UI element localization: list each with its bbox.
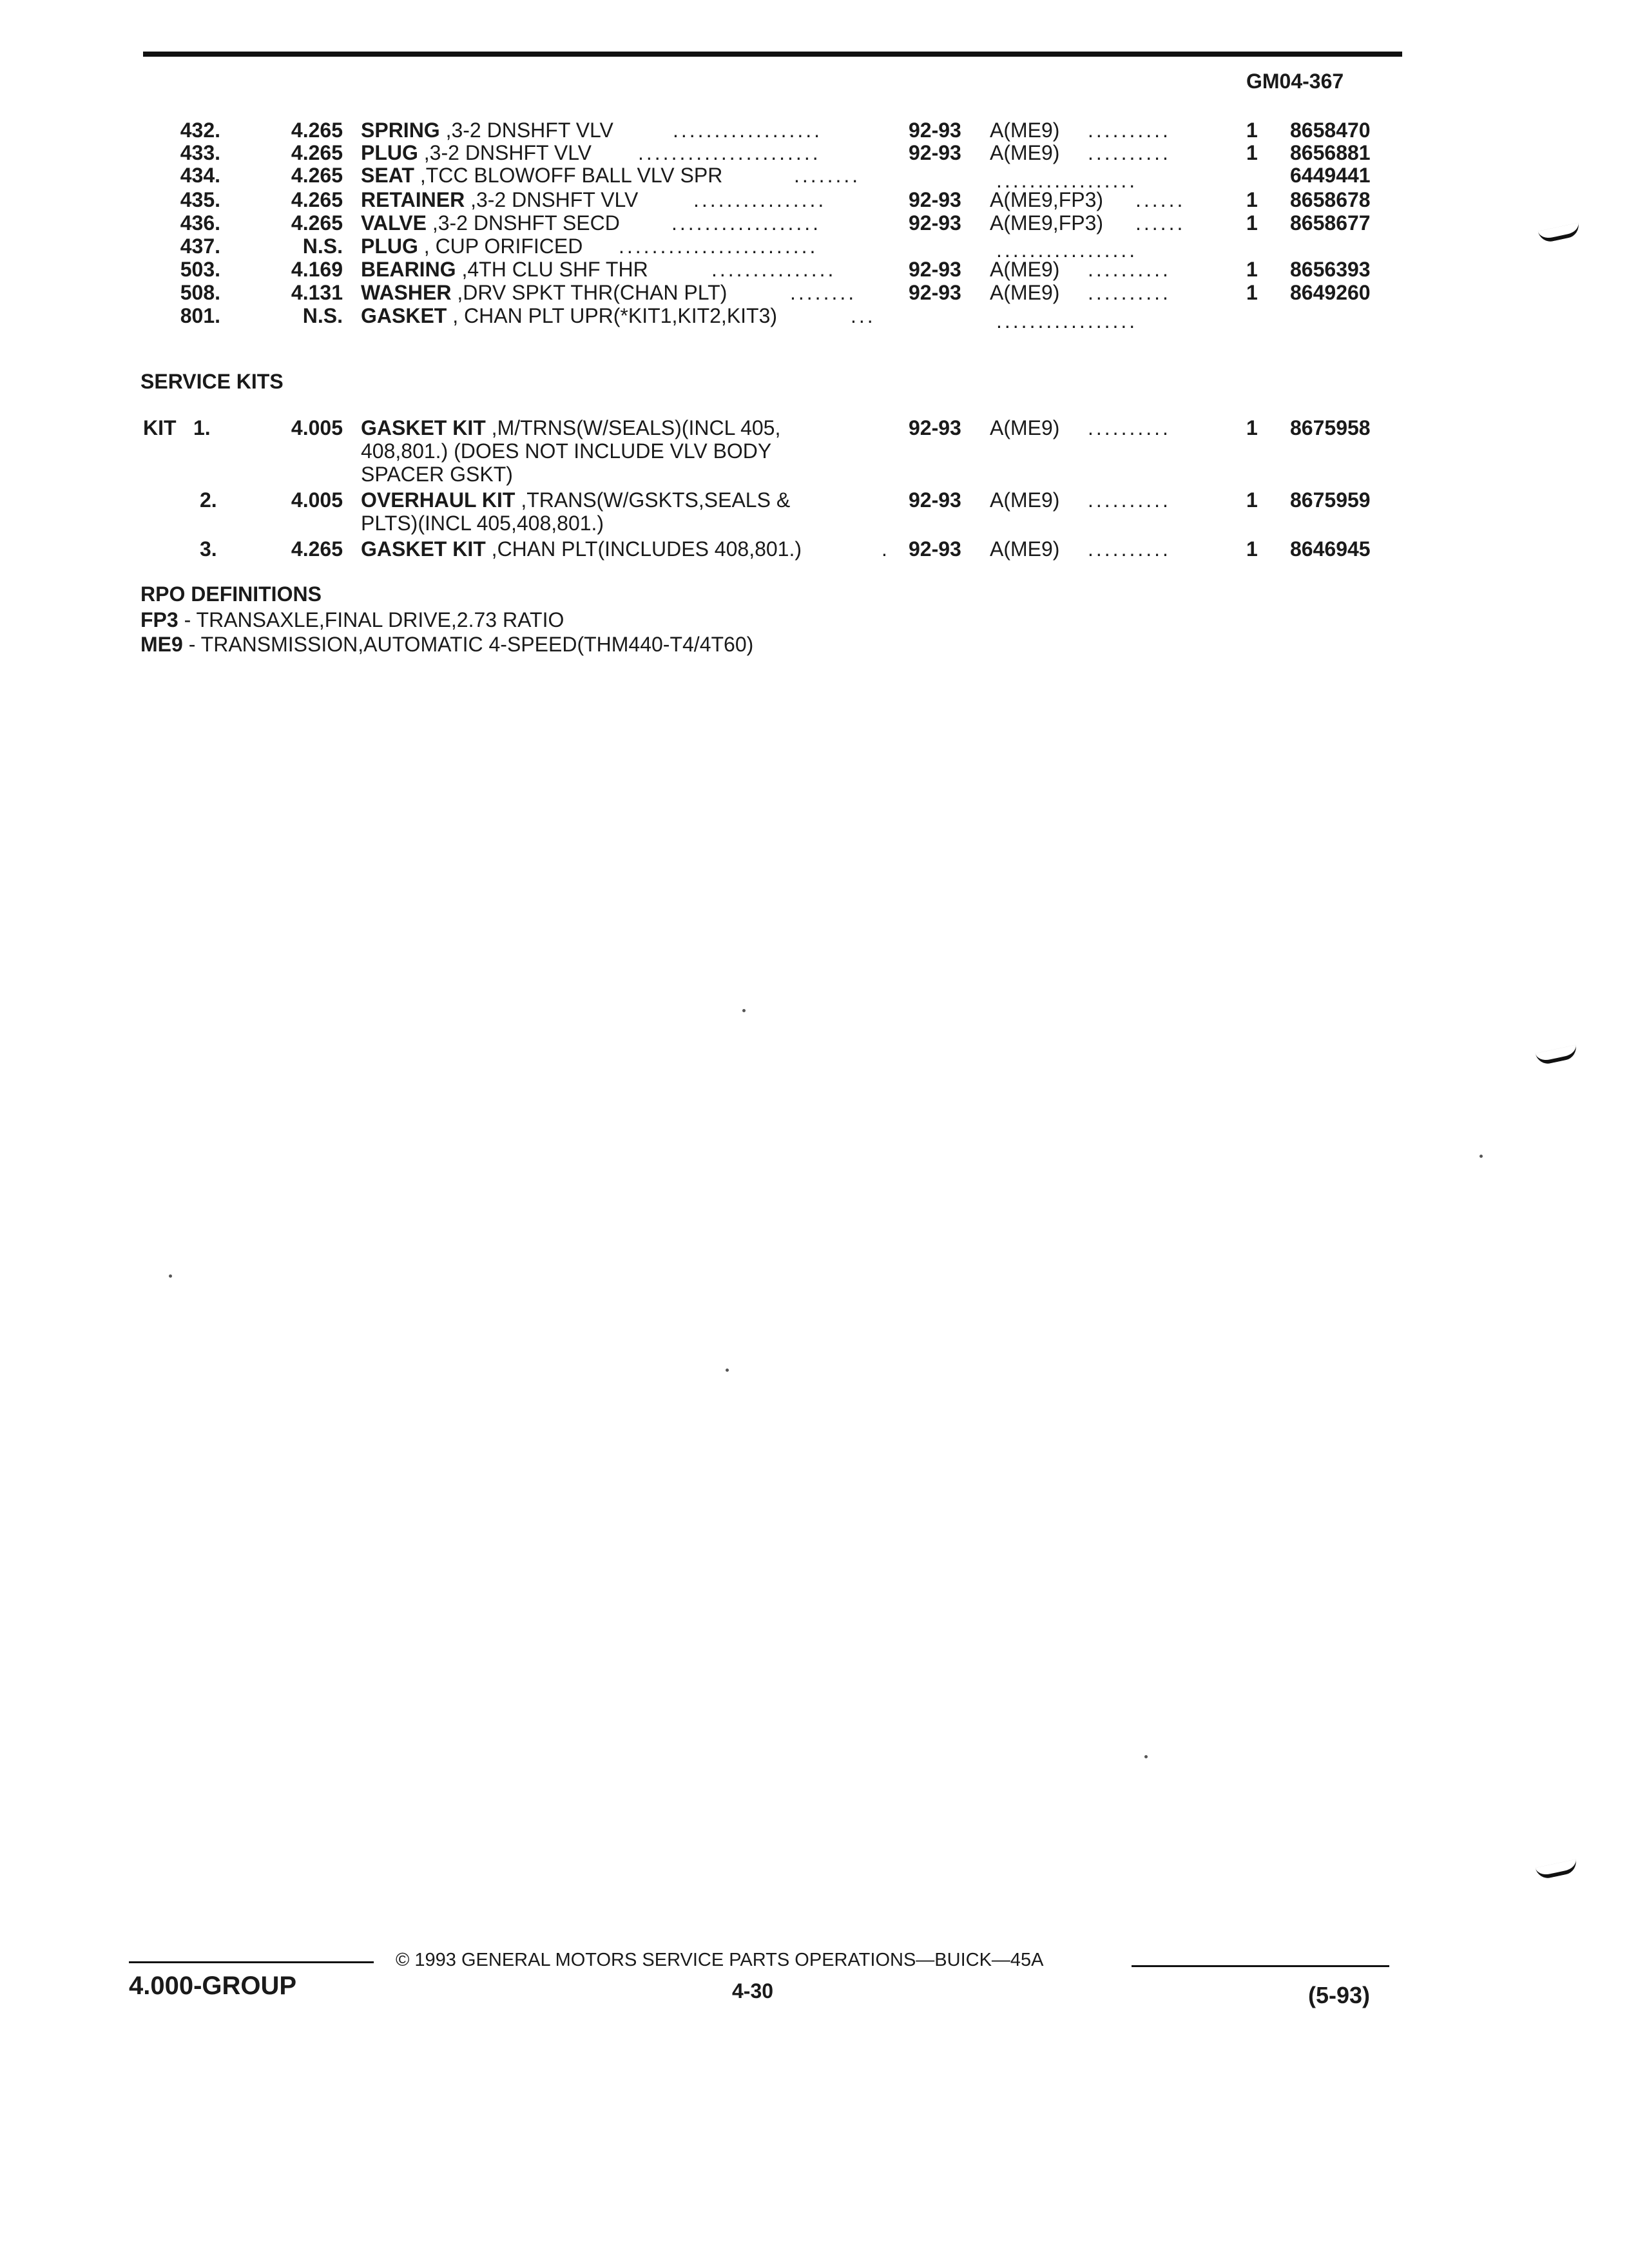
model-years: 92-93 bbox=[909, 211, 961, 235]
leader-dots: .................. bbox=[673, 119, 823, 142]
ref-number: 436. bbox=[180, 211, 220, 235]
model-years: 92-93 bbox=[909, 188, 961, 211]
kit-row bbox=[0, 416, 1629, 439]
leader-dots: .......... bbox=[1088, 141, 1171, 164]
table-row bbox=[0, 304, 1629, 332]
part-number: 8658677 bbox=[1290, 211, 1371, 235]
leader-dots: ...................... bbox=[638, 141, 821, 164]
leader-dots: ...... bbox=[1135, 211, 1186, 235]
scan-speck bbox=[169, 1274, 172, 1278]
part-description: BEARING ,4TH CLU SHF THR bbox=[361, 258, 648, 281]
ref-number: 801. bbox=[180, 304, 220, 327]
leader-dots: . bbox=[882, 537, 887, 561]
part-number: 8656393 bbox=[1290, 258, 1371, 281]
model-years: 92-93 bbox=[909, 141, 961, 164]
leader-dots: ................. bbox=[996, 309, 1138, 332]
quantity: 1 bbox=[1246, 416, 1258, 439]
kit-number: 2. bbox=[200, 488, 217, 512]
model-years: 92-93 bbox=[909, 416, 961, 439]
document-id: GM04-367 bbox=[1246, 70, 1344, 93]
rpo-code: A(ME9) bbox=[990, 141, 1060, 164]
ref-number: 432. bbox=[180, 119, 220, 142]
part-description: WASHER ,DRV SPKT THR(CHAN PLT) bbox=[361, 281, 728, 304]
leader-dots: ........................ bbox=[619, 235, 818, 258]
group-number: 4.169 bbox=[291, 258, 343, 281]
top-rule bbox=[143, 52, 1402, 57]
rpo-code: A(ME9,FP3) bbox=[990, 188, 1104, 211]
kit-description-line: SPACER GSKT) bbox=[361, 463, 513, 486]
kit-number: 1. bbox=[193, 416, 211, 439]
scan-speck bbox=[726, 1369, 729, 1372]
kit-description-line: 408,801.) (DOES NOT INCLUDE VLV BODY bbox=[361, 439, 772, 463]
scan-speck bbox=[1480, 1155, 1483, 1158]
ref-number: 435. bbox=[180, 188, 220, 211]
model-years: 92-93 bbox=[909, 281, 961, 304]
leader-dots: ............... bbox=[711, 258, 836, 281]
table-row bbox=[0, 141, 1629, 164]
leader-dots: ................. bbox=[996, 238, 1138, 262]
rpo-code: A(ME9) bbox=[990, 119, 1060, 142]
scan-speck bbox=[1144, 1755, 1148, 1758]
leader-dots: ................ bbox=[693, 188, 827, 211]
quantity: 1 bbox=[1246, 537, 1258, 561]
part-number: 6449441 bbox=[1290, 164, 1371, 187]
revision-date: (5-93) bbox=[1308, 1982, 1371, 2008]
part-number: 8656881 bbox=[1290, 141, 1371, 164]
table-row bbox=[0, 119, 1629, 142]
ref-number: 433. bbox=[180, 141, 220, 164]
leader-dots: ........ bbox=[794, 164, 861, 187]
kit-row bbox=[0, 537, 1629, 561]
table-row bbox=[0, 188, 1629, 211]
leader-dots: .......... bbox=[1088, 258, 1171, 281]
group-number: 4.265 bbox=[291, 119, 343, 142]
group-number: 4.005 bbox=[291, 416, 343, 439]
group-number: 4.265 bbox=[291, 211, 343, 235]
quantity: 1 bbox=[1246, 258, 1258, 281]
rpo-definition: FP3 - TRANSAXLE,FINAL DRIVE,2.73 RATIO bbox=[140, 608, 564, 631]
table-row bbox=[0, 164, 1629, 192]
kit-row-continuation bbox=[0, 463, 1629, 486]
model-years: 92-93 bbox=[909, 119, 961, 142]
group-number: 4.265 bbox=[291, 188, 343, 211]
scan-speck bbox=[742, 1009, 746, 1012]
leader-dots: .......... bbox=[1088, 281, 1171, 304]
leader-dots: .................. bbox=[671, 211, 822, 235]
group-number: N.S. bbox=[302, 304, 343, 327]
table-row bbox=[0, 281, 1629, 304]
part-description: RETAINER ,3-2 DNSHFT VLV bbox=[361, 188, 639, 211]
model-years: 92-93 bbox=[909, 488, 961, 512]
leader-dots: .......... bbox=[1088, 416, 1171, 439]
group-number: 4.265 bbox=[291, 537, 343, 561]
part-number: 8658470 bbox=[1290, 119, 1371, 142]
leader-dots: ... bbox=[851, 304, 876, 327]
quantity: 1 bbox=[1246, 141, 1258, 164]
model-years: 92-93 bbox=[909, 258, 961, 281]
kit-description: OVERHAUL KIT ,TRANS(W/GSKTS,SEALS & bbox=[361, 488, 791, 512]
quantity: 1 bbox=[1246, 119, 1258, 142]
group-number: N.S. bbox=[302, 235, 343, 258]
quantity: 1 bbox=[1246, 488, 1258, 512]
kit-number: 3. bbox=[200, 537, 217, 561]
part-number: 8646945 bbox=[1290, 537, 1371, 561]
footer-rule-right bbox=[1132, 1965, 1389, 1967]
kit-description: GASKET KIT ,CHAN PLT(INCLUDES 408,801.) bbox=[361, 537, 802, 561]
group-number: 4.265 bbox=[291, 164, 343, 187]
kit-row-continuation bbox=[0, 512, 1629, 535]
model-years: 92-93 bbox=[909, 537, 961, 561]
binder-hole-mark bbox=[1536, 1860, 1579, 1881]
binder-hole-mark bbox=[1536, 1045, 1579, 1066]
service-kits-heading: SERVICE KITS bbox=[140, 370, 284, 393]
kit-row-continuation bbox=[0, 439, 1629, 463]
rpo-code: A(ME9) bbox=[990, 416, 1060, 439]
part-number: 8675959 bbox=[1290, 488, 1371, 512]
part-description: PLUG , CUP ORIFICED bbox=[361, 235, 583, 258]
kit-row bbox=[0, 488, 1629, 512]
rpo-code: A(ME9) bbox=[990, 488, 1060, 512]
part-number: 8675958 bbox=[1290, 416, 1371, 439]
part-number: 8649260 bbox=[1290, 281, 1371, 304]
rpo-code: A(ME9) bbox=[990, 537, 1060, 561]
group-label: 4.000-GROUP bbox=[129, 1972, 297, 2000]
part-description: VALVE ,3-2 DNSHFT SECD bbox=[361, 211, 620, 235]
copyright-notice: © 1993 GENERAL MOTORS SERVICE PARTS OPERATIONS—BUICK—45A bbox=[396, 1950, 1044, 1970]
group-number: 4.005 bbox=[291, 488, 343, 512]
part-description: SEAT ,TCC BLOWOFF BALL VLV SPR bbox=[361, 164, 723, 187]
kit-description: GASKET KIT ,M/TRNS(W/SEALS)(INCL 405, bbox=[361, 416, 781, 439]
quantity: 1 bbox=[1246, 188, 1258, 211]
quantity: 1 bbox=[1246, 281, 1258, 304]
rpo-code: A(ME9) bbox=[990, 258, 1060, 281]
part-description: SPRING ,3-2 DNSHFT VLV bbox=[361, 119, 613, 142]
part-description: GASKET , CHAN PLT UPR(*KIT1,KIT2,KIT3) bbox=[361, 304, 778, 327]
rpo-code: A(ME9,FP3) bbox=[990, 211, 1104, 235]
leader-dots: .......... bbox=[1088, 488, 1171, 512]
ref-number: 434. bbox=[180, 164, 220, 187]
leader-dots: ...... bbox=[1135, 188, 1186, 211]
part-number: 8658678 bbox=[1290, 188, 1371, 211]
leader-dots: ........ bbox=[790, 281, 857, 304]
table-row bbox=[0, 211, 1629, 235]
ref-number: 503. bbox=[180, 258, 220, 281]
group-number: 4.265 bbox=[291, 141, 343, 164]
leader-dots: .......... bbox=[1088, 537, 1171, 561]
rpo-code: A(ME9) bbox=[990, 281, 1060, 304]
table-row bbox=[0, 235, 1629, 262]
kit-label: KIT bbox=[143, 416, 177, 439]
table-row bbox=[0, 258, 1629, 281]
footer-rule-left bbox=[129, 1961, 374, 1963]
kit-description-line: PLTS)(INCL 405,408,801.) bbox=[361, 512, 604, 535]
ref-number: 508. bbox=[180, 281, 220, 304]
ref-number: 437. bbox=[180, 235, 220, 258]
rpo-definition: ME9 - TRANSMISSION,AUTOMATIC 4-SPEED(THM440-T4/4T60) bbox=[140, 633, 754, 656]
page-number: 4-30 bbox=[732, 1979, 774, 2003]
leader-dots: .......... bbox=[1088, 119, 1171, 142]
group-number: 4.131 bbox=[291, 281, 343, 304]
rpo-definitions-heading: RPO DEFINITIONS bbox=[140, 582, 322, 606]
part-description: PLUG ,3-2 DNSHFT VLV bbox=[361, 141, 592, 164]
quantity: 1 bbox=[1246, 211, 1258, 235]
leader-dots: ................. bbox=[996, 169, 1138, 192]
